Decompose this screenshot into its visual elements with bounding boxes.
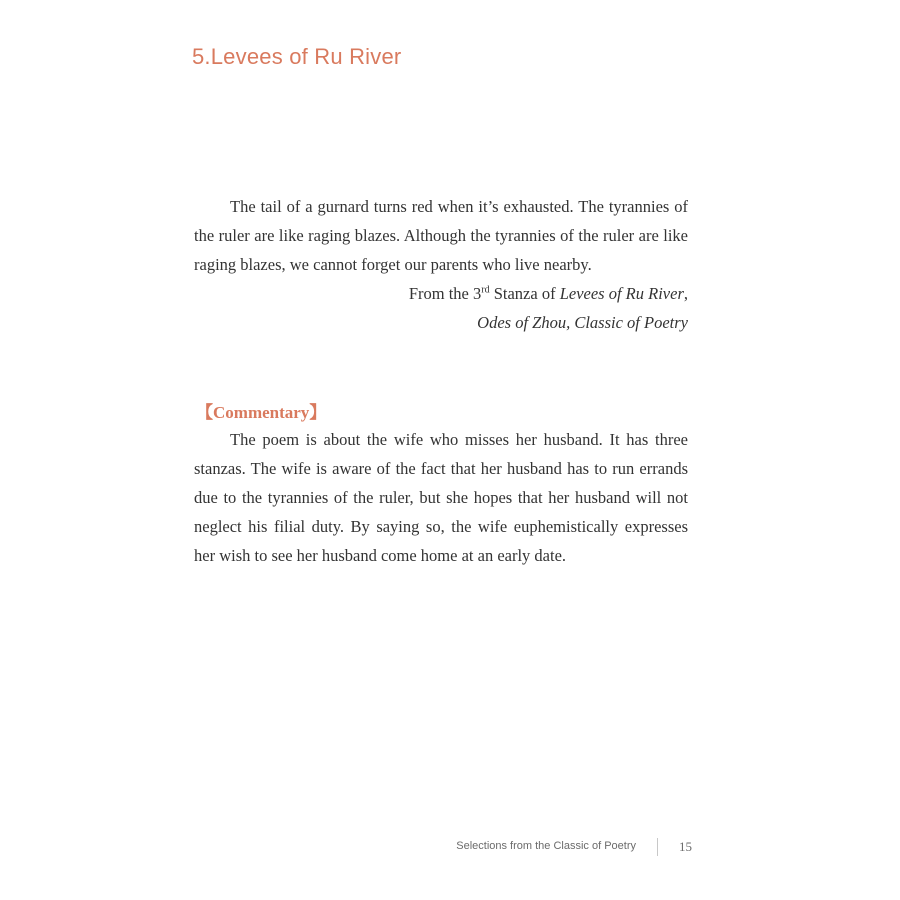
source-middle: Stanza of bbox=[489, 284, 560, 303]
bracket-close: 】 bbox=[309, 403, 327, 422]
quote-source-line-2 bbox=[194, 308, 688, 337]
source-comma: , bbox=[683, 284, 688, 303]
source-collection: Odes of Zhou, Classic of Poetry bbox=[477, 313, 688, 332]
quote-text: The tail of a gurnard turns red when it’s exhausted. The tyrannies of the ruler are like raging blazes. Although the tyrannies of the ruler are like raging blazes, we cannot forget our parents who live nearby. bbox=[194, 197, 688, 274]
commentary-heading bbox=[196, 398, 326, 423]
page-number: 15 bbox=[679, 839, 692, 854]
footer-book-title: Selections from the Classic of Poetry bbox=[456, 840, 636, 852]
quote-source-line-1 bbox=[194, 279, 688, 308]
bracket-open: 【 bbox=[196, 403, 213, 422]
commentary-section bbox=[194, 425, 688, 570]
page-footer bbox=[400, 838, 692, 858]
poem-quote bbox=[194, 192, 688, 337]
commentary-text: The poem is about the wife who misses her husband. It has three stanzas. The wife is aware of the fact that her husband has to run errands due to the tyrannies of the ruler, but she hopes that her husband will not neglect his filial duty. By saying so, the wife euphemistically expresses her wish to see her husband come home at an early date. bbox=[194, 430, 688, 565]
commentary-heading-label: Commentary bbox=[213, 403, 310, 422]
source-work-title: Levees of Ru River bbox=[559, 284, 684, 303]
page-title: 5.Levees of Ru River bbox=[192, 44, 402, 69]
footer-divider bbox=[657, 838, 658, 856]
source-prefix: From the 3 bbox=[408, 284, 482, 303]
source-ordinal: rd bbox=[481, 284, 490, 296]
